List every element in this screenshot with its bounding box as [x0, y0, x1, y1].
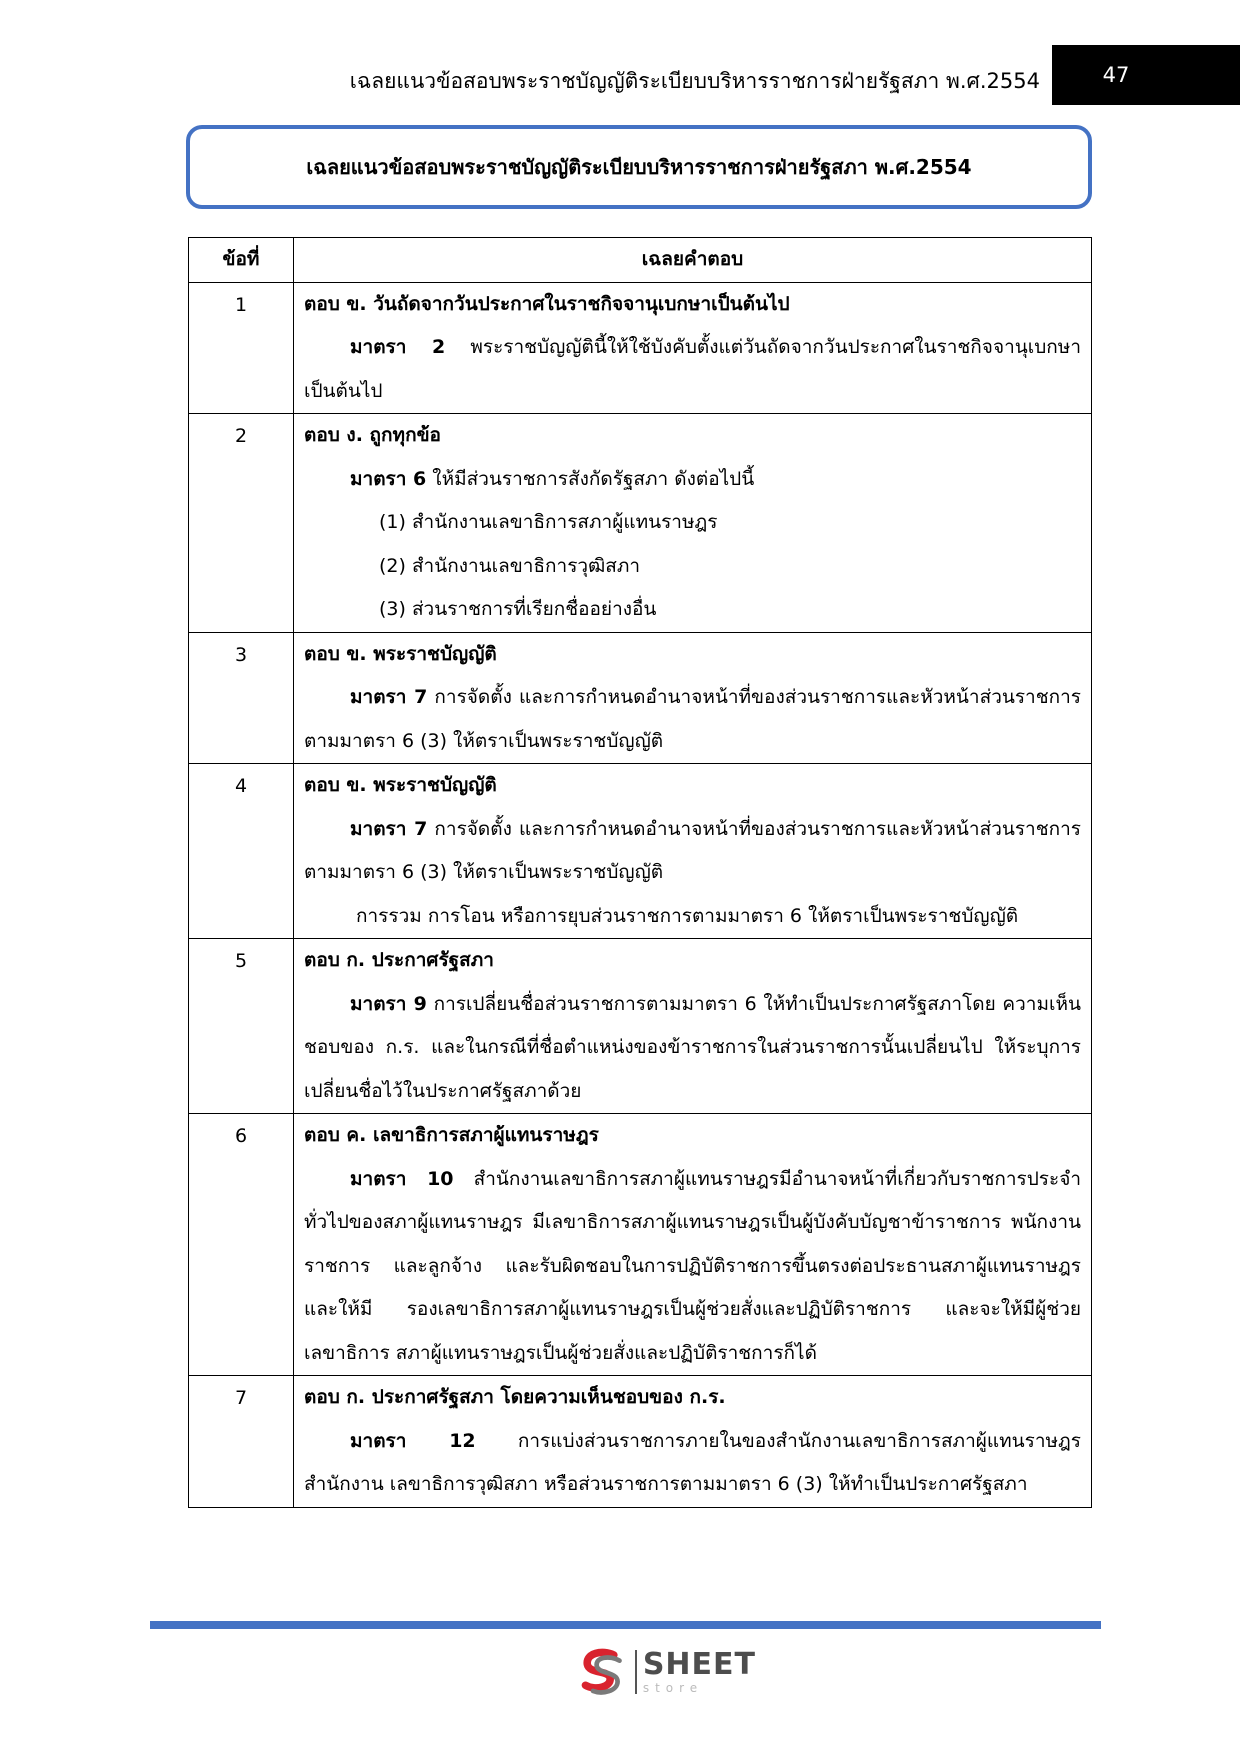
question-number: 4 — [189, 764, 294, 939]
table-row — [189, 414, 1092, 633]
answer-choice: ตอบ ก. ประกาศรัฐสภา โดยความเห็นชอบของ ก.ร. — [304, 1386, 726, 1408]
section-text: การจัดตั้ง และการกำหนดอำนาจหน้าที่ของส่วนราชการและหัวหน้าส่วนราชการตามมาตรา 6 (3) ให้ตราเป็นพระราชบัญญัติ — [304, 817, 1081, 883]
table-row — [189, 1114, 1092, 1376]
logo-text: SHEET — [642, 1647, 756, 1682]
answer-cell — [294, 1114, 1092, 1376]
section-label: มาตรา 7 — [350, 817, 428, 840]
column-header-answer: เฉลยคำตอบ — [294, 238, 1092, 283]
table-row — [189, 282, 1092, 414]
logo-divider — [635, 1650, 637, 1694]
explanation-paragraph — [304, 676, 1081, 763]
table-row — [189, 632, 1092, 764]
section-label: มาตรา 2 — [350, 336, 446, 358]
answer-choice: ตอบ ข. พระราชบัญญัติ — [304, 774, 497, 796]
section-label: มาตรา 7 — [350, 686, 428, 708]
explanation-paragraph — [304, 1420, 1081, 1507]
explanation-paragraph — [304, 1158, 1081, 1376]
explanation-extra: การรวม การโอน หรือการยุบส่วนราชการตามมาตรา 6 ให้ตราเป็นพระราชบัญญัติ — [356, 904, 1019, 927]
answer-cell — [294, 1376, 1092, 1508]
section-label: มาตรา 6 — [350, 467, 427, 490]
section-text: การเปลี่ยนชื่อส่วนราชการตามมาตรา 6 ให้ทำเป็นประกาศรัฐสภาโดย ความเห็นชอบของ ก.ร. และในกรณีที่ชื่อตำแหน่งของข้าราชการในส่วนราชการนั้นเปลี่ยนไป ให้ระบุการเปลี่ยนชื่อไว้ในประกาศรัฐสภาด้วย — [304, 992, 1081, 1102]
answer-choice: ตอบ ก. ประกาศรัฐสภา — [304, 949, 494, 971]
question-number: 1 — [189, 282, 294, 414]
explanation-paragraph — [304, 458, 1081, 502]
section-label: มาตรา 10 — [350, 1167, 454, 1190]
page-number: 47 — [1102, 63, 1130, 87]
explanation-paragraph — [304, 808, 1081, 895]
section-text: สำนักงานเลขาธิการสภาผู้แทนราษฎรมีอำนาจหน้าที่เกี่ยวกับราชการประจำ ทั่วไปของสภาผู้แทนราษฎร มีเลขาธิการสภาผู้แทนราษฎรเป็นผู้บังคับบัญชาข้าราชการ พนักงานราชการ และลูกจ้าง และรับผิดชอบในการปฏิบัติราชการขึ้นตรงต่อประธานสภาผู้แทนราษฎร และให้มี รองเลขาธิการสภาผู้แทนราษฎรเป็นผู้ช่วยสั่งและปฏิบัติราชการ และจะให้มีผู้ช่วยเลขาธิการ สภาผู้แทนราษฎรเป็นผู้ช่วยสั่งและปฏิบัติราชการก็ได้ — [304, 1167, 1081, 1364]
answer-cell — [294, 282, 1092, 414]
sheet-store-logo — [576, 1642, 756, 1702]
question-number: 7 — [189, 1376, 294, 1508]
table-row — [189, 939, 1092, 1114]
list-item: (1) สำนักงานเลขาธิการสภาผู้แทนราษฎร — [379, 511, 718, 533]
section-text: ให้มีส่วนราชการสังกัดรัฐสภา ดังต่อไปนี้ — [426, 467, 755, 490]
answer-cell — [294, 632, 1092, 764]
logo-subtext: store — [642, 1681, 704, 1695]
running-header-title: เฉลยแนวข้อสอบพระราชบัญญัติระเบียบบริหารราชการฝ่ายรัฐสภา พ.ศ.2554 — [349, 69, 1040, 93]
answer-cell — [294, 764, 1092, 939]
section-label: มาตรา 9 — [350, 992, 427, 1015]
list-item: (3) ส่วนราชการที่เรียกชื่ออย่างอื่น — [379, 598, 657, 620]
section-label: มาตรา 12 — [350, 1429, 476, 1452]
table-row — [189, 764, 1092, 939]
answer-choice: ตอบ ข. พระราชบัญญัติ — [304, 642, 497, 665]
question-number: 5 — [189, 939, 294, 1114]
table-header-row — [189, 238, 1092, 283]
answer-table — [188, 237, 1092, 1508]
document-title: เฉลยแนวข้อสอบพระราชบัญญัติระเบียบบริหารราชการฝ่ายรัฐสภา พ.ศ.2554 — [306, 155, 972, 179]
section-text: พระราชบัญญัตินี้ให้ใช้บังคับตั้งแต่วันถัดจากวันประกาศในราชกิจจานุเบกษา เป็นต้นไป — [304, 336, 1081, 402]
explanation-paragraph — [304, 326, 1081, 413]
section-text: การแบ่งส่วนราชการภายในของสำนักงานเลขาธิการสภาผู้แทนราษฎร สำนักงาน เลขาธิการวุฒิสภา หรือส่วนราชการตามมาตรา 6 (3) ให้ทำเป็นประกาศรัฐสภา — [304, 1429, 1081, 1495]
answer-choice: ตอบ ข. วันถัดจากวันประกาศในราชกิจจานุเบกษาเป็นต้นไป — [304, 292, 790, 315]
document-title-box — [186, 125, 1092, 209]
question-number: 3 — [189, 632, 294, 764]
answer-cell — [294, 939, 1092, 1114]
logo-wordmark — [642, 1647, 756, 1695]
question-number: 6 — [189, 1114, 294, 1376]
explanation-paragraph — [304, 983, 1081, 1114]
table-row — [189, 1376, 1092, 1508]
answer-choice: ตอบ ค. เลขาธิการสภาผู้แทนราษฎร — [304, 1124, 599, 1146]
sheet-s-logo-icon — [576, 1644, 629, 1700]
answer-cell — [294, 414, 1092, 633]
question-number: 2 — [189, 414, 294, 633]
answer-choice: ตอบ ง. ถูกทุกข้อ — [304, 424, 441, 446]
page-number-box — [1052, 45, 1240, 105]
section-text: การจัดตั้ง และการกำหนดอำนาจหน้าที่ของส่วนราชการและหัวหน้าส่วนราชการ ตามมาตรา 6 (3) ให้ตราเป็นพระราชบัญญัติ — [304, 686, 1081, 752]
footer-divider — [150, 1621, 1101, 1629]
list-item: (2) สำนักงานเลขาธิการวุฒิสภา — [379, 554, 641, 577]
column-header-number: ข้อที่ — [189, 238, 294, 283]
